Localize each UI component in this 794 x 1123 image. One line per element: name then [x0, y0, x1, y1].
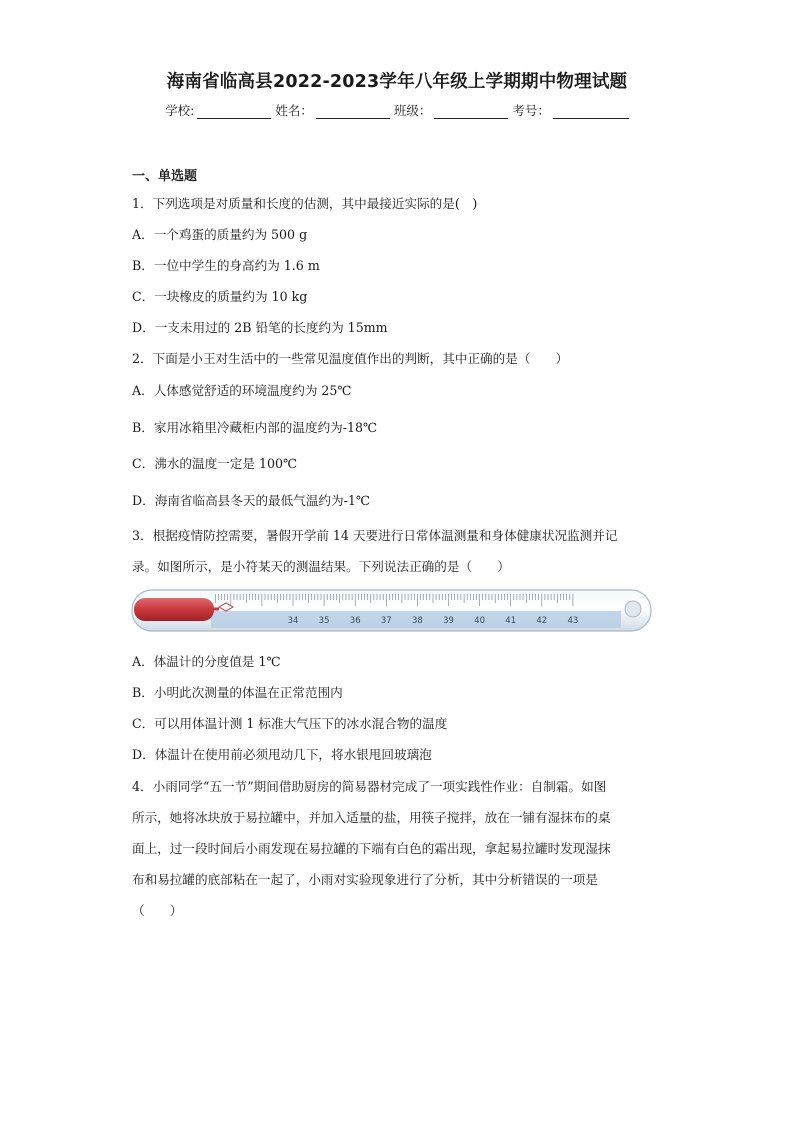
thermometer-scale-label: 38	[411, 616, 423, 626]
thermometer-scale-label: 36	[349, 616, 361, 626]
thermometer-tip	[625, 601, 641, 617]
question-2-option-a: A．人体感觉舒适的环境温度约为 25℃	[132, 383, 352, 398]
thermometer-scale-label: 37	[380, 616, 392, 626]
question-1-option-c: C．一块橡皮的质量约为 10 kg	[132, 289, 308, 304]
exam-no-label: 考号：	[512, 103, 550, 118]
question-4-stem-line-2: 所示，她将冰块放于易拉罐中，并加入适量的盐，用筷子搅拌，放在一铺有湿抹布的桌	[132, 810, 611, 825]
question-3-stem-line-1: 3．根据疫情防控需要，暑假开学前 14 天要进行日常体温测量和身体健康状况监测并记	[132, 528, 618, 543]
question-2-option-c: C．沸水的温度一定是 100℃	[132, 456, 298, 471]
question-3-option-d: D．体温计在使用前必须甩动几下，将水银甩回玻璃泡	[132, 747, 432, 762]
thermometer-scale-label: 40	[474, 616, 486, 626]
question-3-stem-line-2: 录。如图所示，是小符某天的测温结果。下列说法正确的是（ ）	[132, 559, 510, 574]
question-2-option-d: D．海南省临高县冬天的最低气温约为-1℃	[132, 493, 370, 508]
question-1-option-b: B．一位中学生的身高约为 1.6 m	[132, 258, 320, 273]
thermometer-figure	[131, 589, 653, 633]
thermometer-scale-label: 34	[287, 616, 299, 626]
question-2-option-b: B．家用冰箱里冷藏柜内部的温度约为-18℃	[132, 420, 378, 435]
exam-no-blank	[553, 104, 629, 119]
question-2-stem: 2．下面是小王对生活中的一些常见温度值作出的判断，其中正确的是（ ）	[132, 351, 569, 366]
question-4-stem-line-4: 布和易拉罐的底部粘在一起了，小雨对实验现象进行了分析，其中分析错误的一项是	[132, 872, 598, 887]
section-heading: 一、单选题	[132, 169, 198, 184]
class-label: 班级：	[393, 103, 432, 118]
question-4-stem-line-5: （ ）	[132, 903, 183, 918]
question-3-option-c: C．可以用体温计测 1 标准大气压下的冰水混合物的温度	[132, 716, 448, 731]
question-3-option-a: A．体温计的分度值是 1℃	[132, 654, 281, 669]
school-blank	[197, 104, 271, 119]
thermometer-bulb	[134, 598, 214, 621]
student-info-row	[0, 101, 794, 119]
thermometer-scale-label: 41	[505, 616, 517, 626]
thermometer-scale-label: 39	[443, 616, 454, 626]
exam-title: 海南省临高县2022-2023学年八年级上学期期中物理试题	[166, 72, 628, 92]
question-1-option-d: D．一支未用过的 2B 铅笔的长度约为 15mm	[132, 320, 388, 335]
school-label: 学校:	[165, 103, 195, 118]
name-blank	[316, 104, 390, 119]
thermometer-scale-label: 35	[318, 616, 330, 626]
thermometer-mercury-column	[209, 608, 219, 611]
question-1-stem: 1．下列选项是对质量和长度的估测，其中最接近实际的是( )	[132, 196, 478, 211]
class-blank	[434, 104, 508, 119]
thermometer-scale-label: 42	[536, 616, 548, 626]
thermometer-scale-label: 43	[567, 616, 579, 626]
name-label: 姓名：	[275, 103, 313, 118]
question-1-option-a: A．一个鸡蛋的质量约为 500 g	[132, 227, 308, 242]
question-3-option-b: B．小明此次测量的体温在正常范围内	[132, 685, 343, 700]
question-4-stem-line-1: 4．小雨同学“五一节”期间借助厨房的简易器材完成了一项实践性作业：自制霜。如图	[132, 779, 607, 794]
question-4-stem-line-3: 面上，过一段时间后小雨发现在易拉罐的下端有白色的霜出现，拿起易拉罐时发现湿抹	[132, 841, 611, 856]
